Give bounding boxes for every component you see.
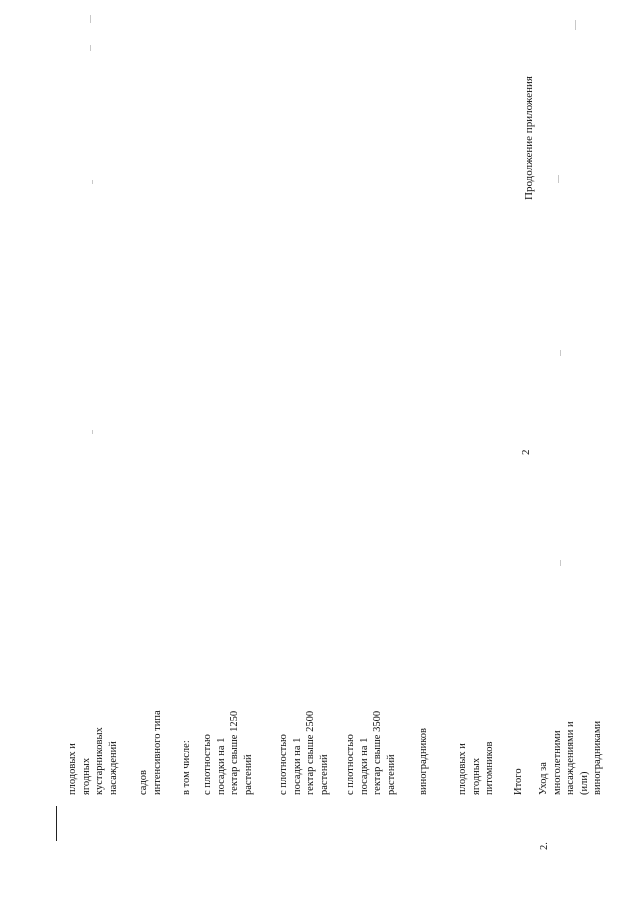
row-text-line: насаждениями и [565,721,576,795]
row-text-line: ягодных [470,757,482,795]
row-text-line: питомников [484,741,495,795]
row-text-line: плодовых и [67,743,78,795]
table-row [201,711,255,795]
table-row [344,711,398,795]
scan-speck [558,175,559,183]
scan-speck [92,180,93,184]
row-text-line: растений [318,754,330,795]
row-text-line: садов [138,770,149,795]
row-text-line: посадки на 1 [291,737,303,795]
table-row [180,740,194,795]
row-text-line: Итого [513,768,524,795]
table-row [137,710,164,795]
scan-speck [92,430,93,434]
row-text-line: виноградниками [592,720,603,795]
table-row [456,742,497,795]
scan-speck [90,45,91,51]
table-row [417,728,431,795]
row-text-line: насаждений [107,741,119,795]
page-number: 2 [520,449,532,455]
row-text-line: с плотностью [345,734,356,795]
row-text-line: растений [242,754,254,795]
table-row [66,727,120,795]
column-divider [56,806,57,841]
row-text-line: посадки на 1 [358,737,370,795]
row-text-line: в том числе: [181,740,192,795]
scan-speck [575,20,576,30]
scan-speck [560,560,561,566]
scan-speck [560,350,561,356]
row-number: 2. [539,842,550,850]
continuation-label: Продолжение приложения [523,76,535,200]
row-text-line: кустарниковых [94,727,105,795]
row-text-line: гектар свыше 2500 [305,710,316,795]
row-text-line: гектар свыше 3500 [372,710,383,795]
row-text-line: (или) [578,771,590,795]
row-text-line: с плотностью [278,734,289,795]
scan-speck [90,15,91,23]
row-text-line: с плотностью [202,734,213,795]
row-text-line: ягодных [80,757,92,795]
row-text-line: гектар свыше 1250 [229,710,240,795]
row-text-line: виноградников [418,727,429,795]
row-text-line: плодовых и [457,743,468,795]
row-text-line: посадки на 1 [215,737,227,795]
row-text-line: многолетними [551,730,563,795]
table-row [512,768,526,795]
table-row [277,711,331,795]
row-text-line: растений [385,754,397,795]
row-text-line: Уход за [538,762,549,795]
row-text-line: интенсивного типа [151,710,163,795]
table-row [537,721,605,795]
